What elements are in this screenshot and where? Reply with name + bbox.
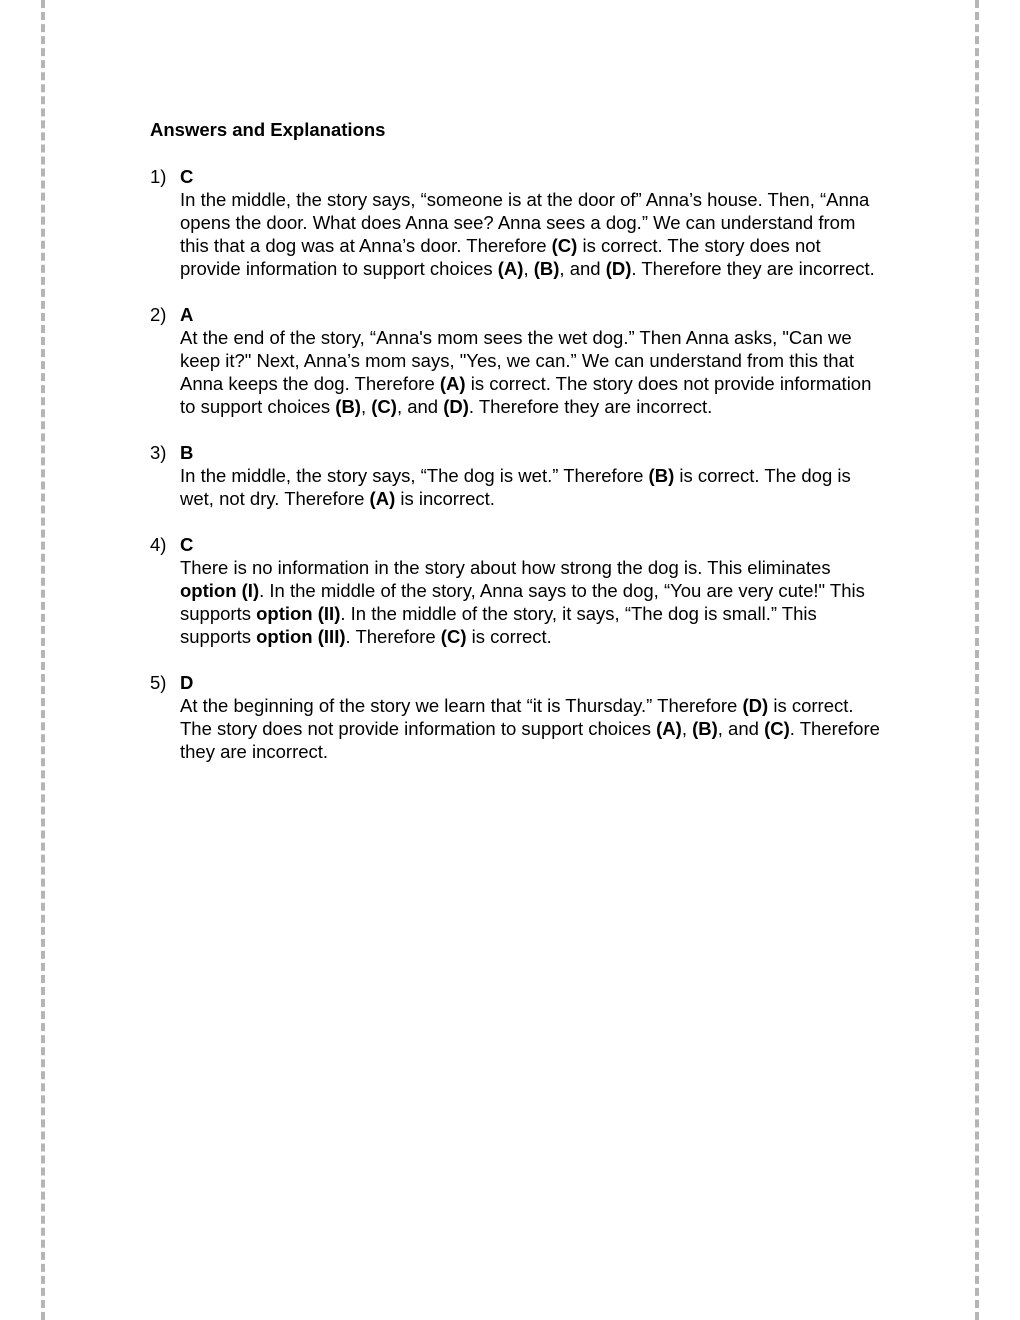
answer-item	[150, 303, 880, 418]
answer-number: 1)	[150, 166, 167, 187]
bold-reference: (D)	[742, 695, 769, 716]
bold-reference: (C)	[764, 718, 790, 739]
answer-item	[150, 671, 880, 763]
bold-reference: (C)	[551, 235, 578, 256]
bold-reference: (B)	[335, 396, 361, 417]
page-title: Answers and Explanations	[150, 119, 386, 140]
answer-item	[150, 165, 880, 280]
answer-key	[150, 118, 880, 786]
answer-number: 5)	[150, 672, 167, 693]
answer-number: 2)	[150, 304, 167, 325]
answer-explanation: At the beginning of the story we learn that “it is Thursday.” Therefore (D) is correct. The story does not provide information to support choices (A), (B), and (C). Therefore they are incorrect.	[180, 695, 880, 762]
bold-reference: (D)	[443, 396, 469, 417]
page-border-right	[975, 0, 979, 1320]
answers-list	[150, 165, 880, 763]
answer-explanation: At the end of the story, “Anna's mom sees the wet dog.” Then Anna asks, "Can we keep it?" Next, Anna’s mom says, "Yes, we can.” We can understand from this that Anna keeps the dog. Therefore (A) is correct. The story does not provide information to support choices (B), (C), and (D). Therefore they are incorrect.	[180, 327, 872, 417]
bold-reference: (A)	[497, 258, 524, 279]
answer-letter: A	[180, 304, 194, 325]
answer-letter: C	[180, 166, 194, 187]
answer-letter: C	[180, 534, 194, 555]
answer-item	[150, 441, 880, 510]
bold-reference: (A)	[656, 718, 682, 739]
answer-explanation: In the middle, the story says, “someone is at the door of” Anna’s house. Then, “Anna opens the door. What does Anna see? Anna sees a dog.” We can understand from this that a dog was at Anna’s door. Therefore (C) is correct. The story does not provide information to support choices (A), (B), and (D). Therefore they are incorrect.	[180, 189, 875, 279]
answer-letter: D	[180, 672, 194, 693]
bold-reference: (D)	[605, 258, 632, 279]
bold-reference: option (I)	[180, 580, 260, 601]
bold-reference: (B)	[692, 718, 718, 739]
bold-reference: (A)	[369, 488, 396, 509]
bold-reference: (C)	[440, 626, 467, 647]
answer-item	[150, 533, 880, 648]
answer-explanation: There is no information in the story about how strong the dog is. This eliminates option (I). In the middle of the story, Anna says to the dog, “You are very cute!" This supports option (II). In the middle of the story, it says, “The dog is small.” This supports option (III). Therefore (C) is correct.	[180, 557, 865, 647]
bold-reference: (B)	[533, 258, 560, 279]
answer-number: 4)	[150, 534, 167, 555]
answer-explanation: In the middle, the story says, “The dog is wet.” Therefore (B) is correct. The dog is wet, not dry. Therefore (A) is incorrect.	[180, 465, 851, 509]
bold-reference: (C)	[371, 396, 397, 417]
bold-reference: (B)	[648, 465, 675, 486]
bold-reference: (A)	[439, 373, 466, 394]
page-border-left	[41, 0, 45, 1320]
answer-number: 3)	[150, 442, 167, 463]
answer-letter: B	[180, 442, 194, 463]
bold-reference: option (III)	[256, 626, 346, 647]
bold-reference: option (II)	[256, 603, 341, 624]
